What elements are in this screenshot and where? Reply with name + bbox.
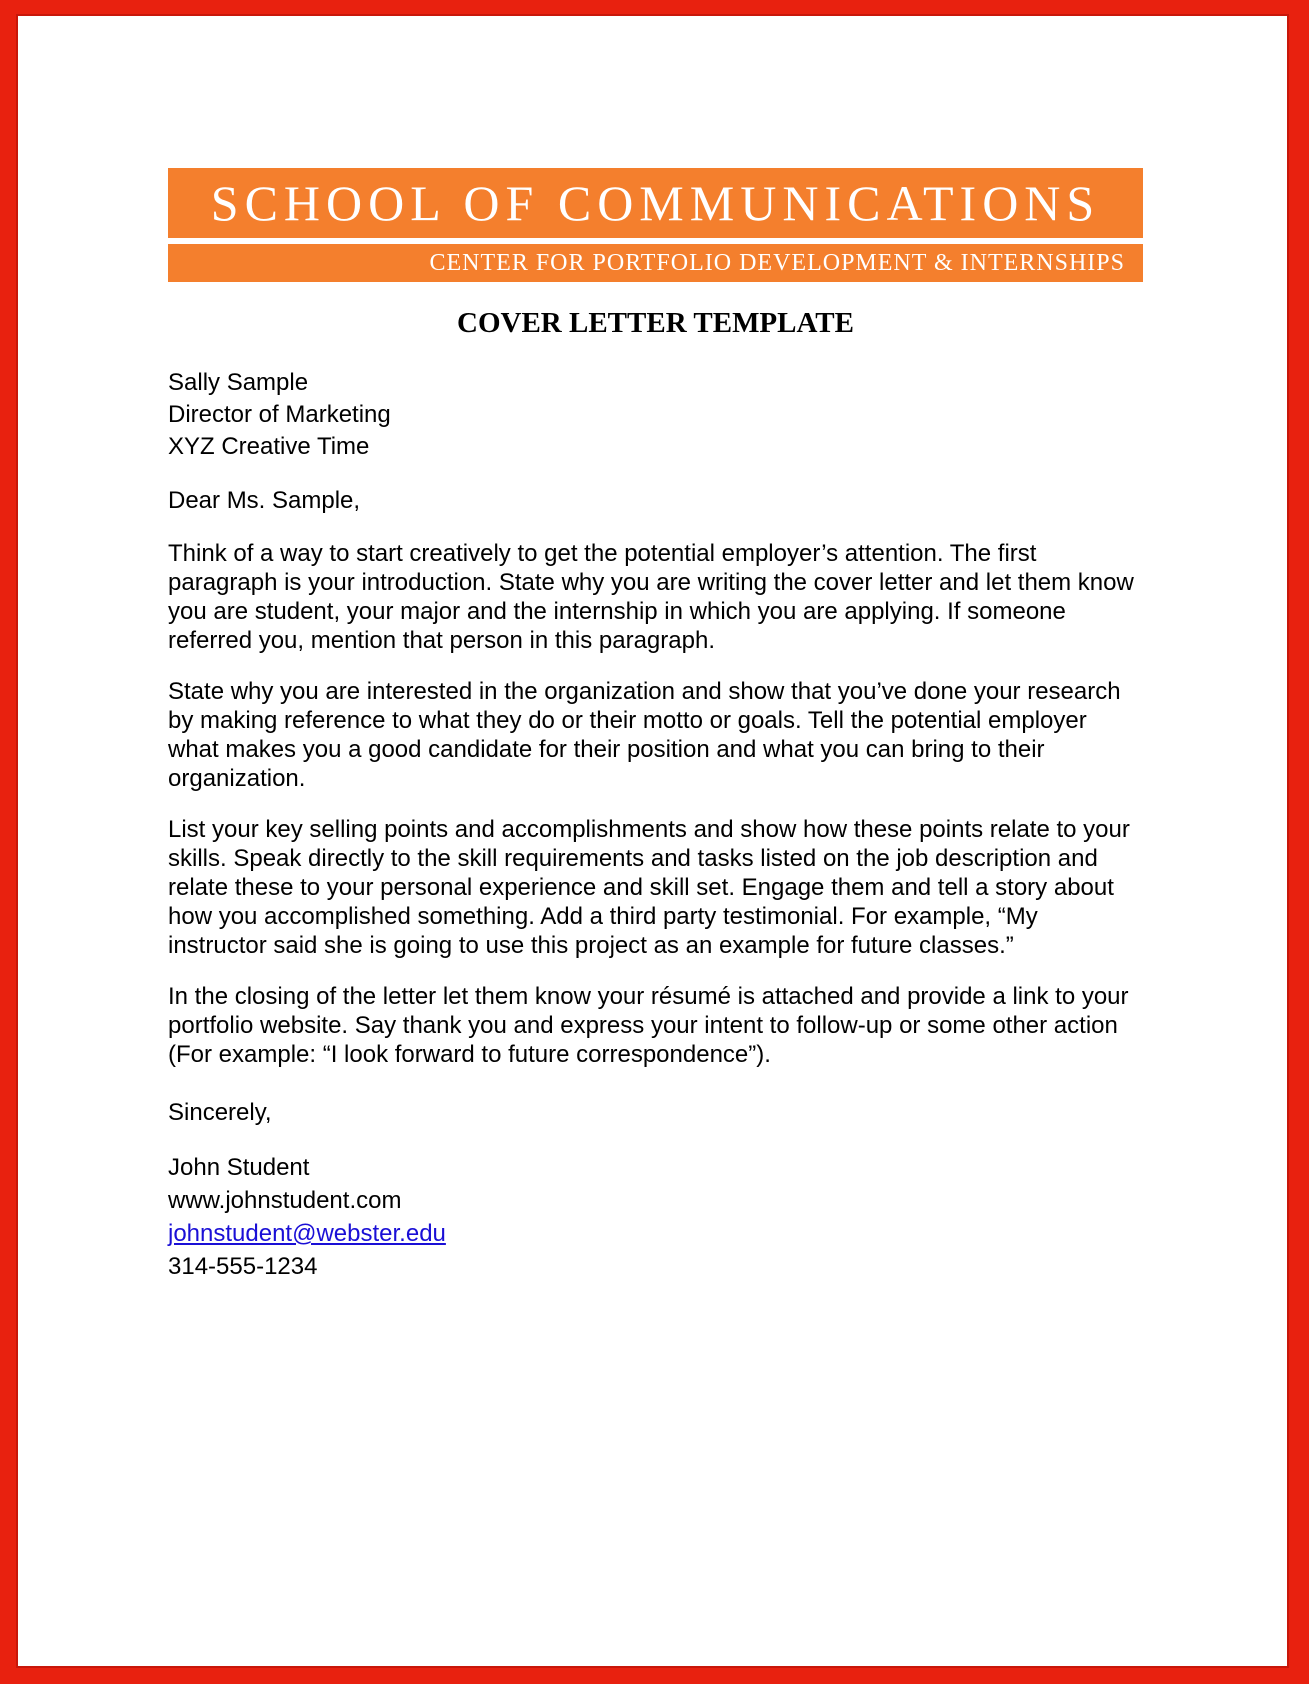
signature-name: John Student xyxy=(168,1153,310,1181)
recipient-block xyxy=(168,367,1143,463)
salutation: Dear Ms. Sample, xyxy=(168,486,361,514)
document-title: COVER LETTER TEMPLATE xyxy=(457,307,854,339)
paragraph-interest: State why you are interested in the organization and show that you’ve done your research by making reference to what they do or their motto or goals. Tell the potential employer what makes you a good candidate for their position and what you can bring to their organization. xyxy=(168,677,1121,792)
recipient-position: Director of Marketing xyxy=(168,400,391,428)
paragraph-selling-points: List your key selling points and accomplishments and show how these points relate to your skills. Speak directly to the skill requirements and tasks listed on the job description and relate these to your personal experience and skill set. Engage them and tell a story about how you accomplished something. Add a third party testimonial. For example, “My instructor said she is going to use this project as an example for future classes.” xyxy=(168,815,1130,959)
signature-block xyxy=(168,1151,1143,1283)
banner-subtitle: CENTER FOR PORTFOLIO DEVELOPMENT & INTERNSHIPS xyxy=(429,250,1125,276)
email-link[interactable]: johnstudent@webster.edu xyxy=(168,1219,446,1247)
recipient-company: XYZ Creative Time xyxy=(168,432,370,460)
letter-page xyxy=(16,14,1289,1668)
banner-title: SCHOOL OF COMMUNICATIONS xyxy=(210,175,1101,231)
recipient-name: Sally Sample xyxy=(168,368,309,396)
school-banner xyxy=(168,168,1143,282)
paragraph-introduction: Think of a way to start creatively to get the potential employer’s attention. The first paragraph is your introduction. State why you are writing the cover letter and let them know you are student, your major and the internship in which you are applying. If someone referred you, mention that person in this paragraph. xyxy=(168,539,1134,654)
banner-subtitle-bar xyxy=(168,244,1143,282)
paragraph-closing: In the closing of the letter let them know your résumé is attached and provide a link to your portfolio website. Say thank you and express your intent to follow-up or some other action (For example: “I look forward to future correspondence”). xyxy=(168,982,1129,1068)
banner-title-bar xyxy=(168,168,1143,238)
signature-email-line xyxy=(168,1217,1143,1250)
closing: Sincerely, xyxy=(168,1098,272,1126)
letter-content xyxy=(168,168,1143,1283)
signature-website: www.johnstudent.com xyxy=(168,1186,402,1214)
signature-phone: 314-555-1234 xyxy=(168,1252,318,1280)
